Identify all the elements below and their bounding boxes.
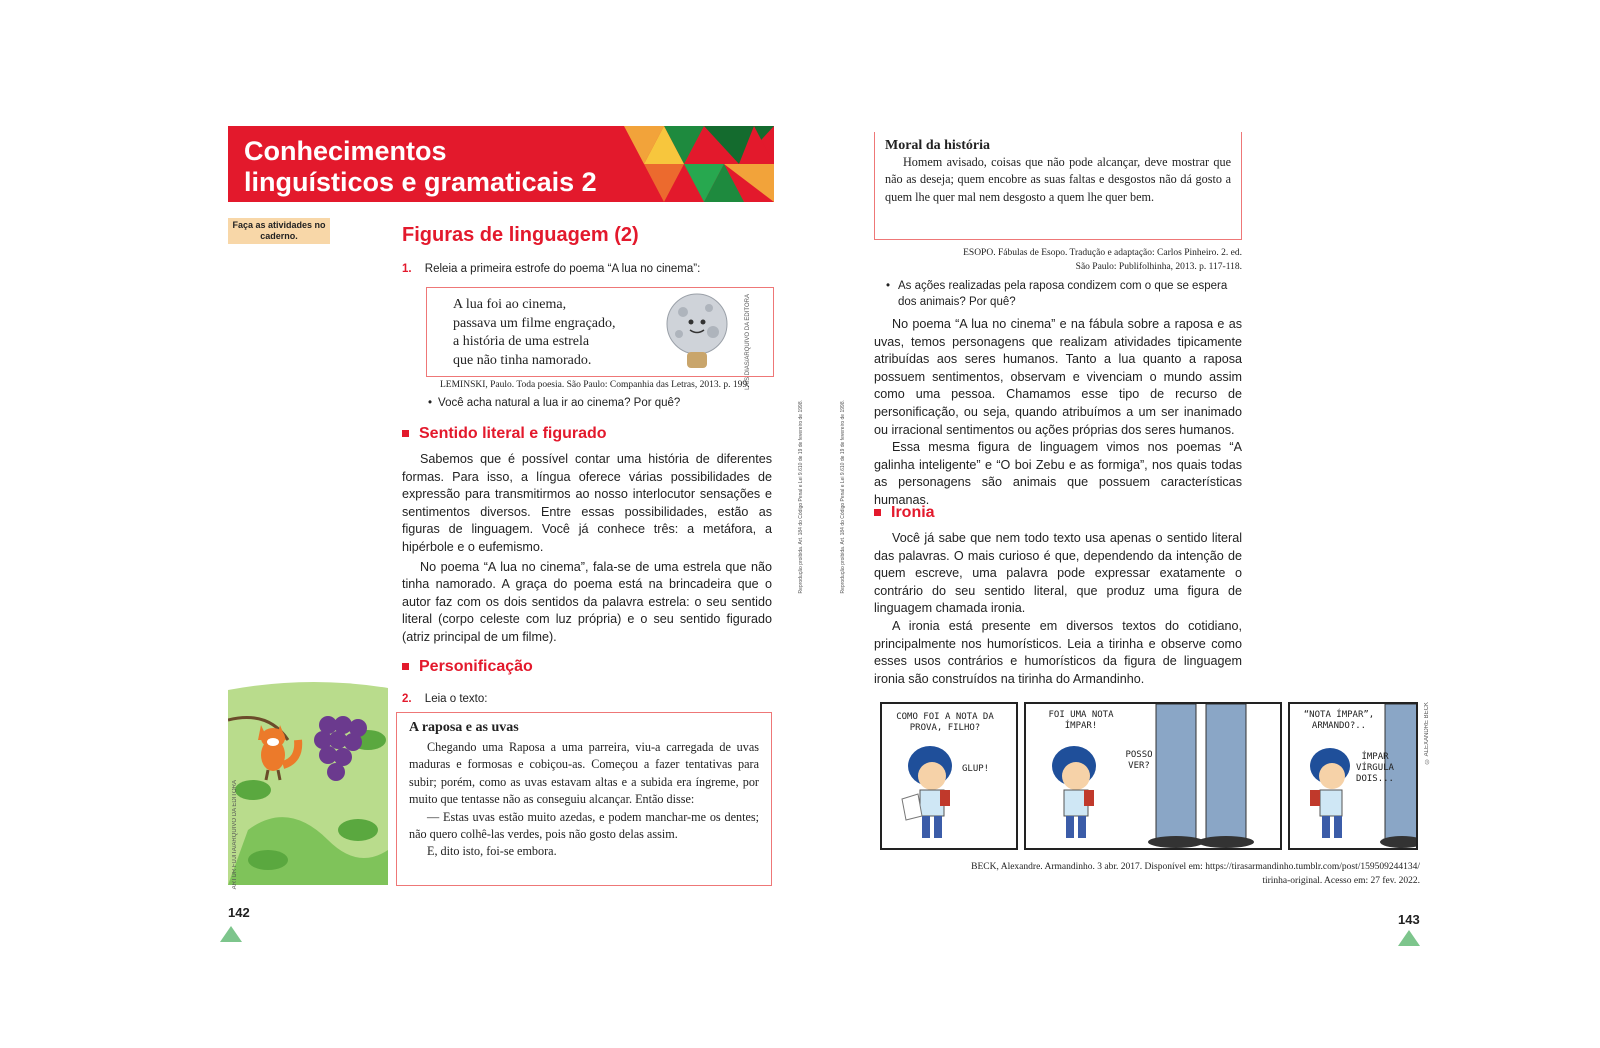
bullet-text: Você acha natural a lua ir ao cinema? Por quê? (438, 397, 681, 409)
bullet-dot: • (428, 397, 433, 409)
bullet-text: As ações realizadas pela raposa condizem com o que se espera dos animais? Por quê? (898, 280, 1228, 308)
speech-bubble: FOI UMA NOTA ÍMPAR! (1048, 710, 1114, 731)
subsection-literal (402, 425, 607, 443)
subsection-title: Ironia (891, 504, 935, 521)
copyright-notice: Reprodução proibida. Art. 184 do Código Penal e Lei 9.610 de 19 de fevereiro de 1998. (798, 400, 804, 594)
poem-line: a história de uma estrela (453, 334, 590, 349)
illustration-credit: ARTUR FUJITA/ARQUIVO DA EDITORA (232, 780, 238, 890)
page-corner-triangle-icon (220, 926, 242, 942)
speech-bubble: COMO FOI A NOTA DA PROVA, FILHO? (896, 712, 994, 733)
personification-bullet (886, 278, 1242, 310)
page-corner-triangle-icon (1398, 930, 1420, 946)
fable-box (396, 712, 772, 886)
paragraph: Essa mesma figura de linguagem vimos nos poemas “A galinha inteligente” e “O boi Zebu e as formiga”, nos quais todas as personagens são animais que possuem características humanas. (874, 440, 1242, 507)
question-2 (402, 693, 487, 705)
moon-illustration (657, 290, 737, 374)
poem-line: A lua foi ao cinema, (453, 297, 567, 312)
armandinho-character (882, 704, 1018, 850)
question-1 (402, 263, 700, 275)
comic-credit: © ALEXANDRE BECK (1424, 702, 1430, 764)
question-number: 1. (402, 263, 412, 275)
moral-text: Homem avisado, coisas que não pode alcançar, deve mostrar que não as deseja; quem encobre as suas faltas e desgostos não dá gosto a quem lhe quer mal nem desgosto a quem lhe quer bem. (885, 155, 1231, 204)
literal-text (402, 451, 772, 647)
question-number: 2. (402, 693, 412, 705)
section-marker-icon (402, 430, 409, 437)
illustration-credit: LAÍS DIAS/ARQUIVO DA EDITORA (745, 294, 751, 390)
section-marker-icon (402, 663, 409, 670)
page-number: 142 (228, 905, 250, 920)
comic-source (880, 860, 1420, 888)
paragraph: A ironia está presente em diversos textos do cotidiano, principalmente nos humorísticos. Leia a tirinha e observe como esses usos contrários e humorísticos da figura de linguagem ironia são construídos na tirinha do Armandinho. (874, 618, 1242, 686)
speech-bubble: GLUP! (962, 764, 990, 774)
poem-line: que não tinha namorado. (453, 352, 592, 368)
question-text: Leia o texto: (424, 693, 488, 705)
fox-and-grapes-illustration (228, 680, 388, 885)
subsection-personification (402, 658, 533, 676)
personification-text (874, 316, 1242, 510)
comic-panel-3 (1288, 702, 1418, 850)
paragraph: Você já sabe que nem todo texto usa apenas o sentido literal das palavras. O mais curioso é que, dependendo da intenção de quem escreve, uma palavra pode expressar exatamente o contrário do seu sentido literal, que produz uma figura de linguagem chamada ironia. (874, 531, 1242, 616)
activity-hint-badge: Faça as atividades no caderno. (228, 218, 330, 244)
poem-line: passava um filme engraçado, (453, 315, 616, 331)
question-text: Releia a primeira estrofe do poema “A lua no cinema”: (424, 263, 701, 275)
moral-source (874, 246, 1242, 274)
subsection-irony (874, 504, 935, 522)
section-marker-icon (874, 509, 881, 516)
fable-paragraph: Chegando uma Raposa a uma parreira, viu-a carregada de uvas maduras e formosas e cobiçou-as. Começou a fazer tentativas para subir; porém, como as uvas estavam altas e a subida era íngreme, por muito que tentasse não as conseguiu alcançar. Então disse: (409, 740, 759, 807)
irony-text (874, 530, 1242, 688)
chapter-banner (228, 126, 774, 202)
source-line: BECK, Alexandre. Armandinho. 3 abr. 2017. Disponível em: https://tirasarmandinho.tumblr.com/post/159509244134/ (971, 862, 1420, 872)
fable-paragraph: — Estas uvas estão muito azedas, e podem manchar-me os dentes; não quero colhê-las verdes, pois não gosto delas assim. (409, 809, 759, 842)
subsection-title: Personificação (419, 658, 533, 675)
fable-title: A raposa e as uvas (409, 720, 519, 735)
section-title: Figuras de linguagem (2) (402, 224, 639, 246)
banner-title-line2: linguísticos e gramaticais 2 (244, 167, 597, 197)
comic-strip (880, 702, 1420, 852)
moral-box (874, 132, 1242, 240)
bullet-dot: • (886, 280, 891, 292)
source-line: tirinha-original. Acesso em: 27 fev. 2022. (1262, 876, 1420, 886)
paragraph: Sabemos que é possível contar uma história de diferentes formas. Para isso, a língua oferece várias possibilidades de expressão para transmitirmos ao nosso interlocutor sensações e sentimentos diversos. Entre essas possibilidades, estão as figuras de linguagem. Você já conhece três: a metáfora, a hipérbole e o eufemismo. (402, 452, 772, 554)
moral-title: Moral da história (885, 138, 990, 153)
banner-triangles-decoration (624, 126, 774, 202)
fable-paragraph: E, dito isto, foi-se embora. (427, 844, 557, 859)
poem-source: LEMINSKI, Paulo. Toda poesia. São Paulo: Companhia das Letras, 2013. p. 199. (440, 380, 750, 390)
copyright-notice: Reprodução proibida. Art. 184 do Código Penal e Lei 9.610 de 19 de fevereiro de 1998. (840, 400, 846, 594)
comic-panel-1 (880, 702, 1018, 850)
question-1-bullet (428, 397, 680, 409)
source-line: São Paulo: Publifolhinha, 2013. p. 117-118. (1075, 262, 1242, 272)
speech-bubble: POSSO VER? (1125, 750, 1153, 771)
speech-bubble: “NOTA ÍMPAR”, ARMANDO?.. (1303, 710, 1375, 731)
page-number: 143 (1398, 912, 1420, 927)
comic-panel-2 (1024, 702, 1282, 850)
subsection-title: Sentido literal e figurado (419, 425, 607, 442)
paragraph: No poema “A lua no cinema” e na fábula sobre a raposa e as uvas, temos personagens que realizam atividades tipicamente atribuídas aos seres humanos. Tanto a lua quanto a raposa possuem sentimentos, observam e vivenciam o mundo assim como uma pessoa. Chamamos esse tipo de recurso de personificação, ou seja, quando atribuímos a um ser inanimado ou irracional sentimentos ou ações próprias dos seres humanos. (874, 317, 1242, 437)
source-line: ESOPO. Fábulas de Esopo. Tradução e adaptação: Carlos Pinheiro. 2. ed. (963, 248, 1242, 258)
speech-bubble: ÍMPAR VÍRGULA DOIS... (1356, 752, 1394, 784)
paragraph: No poema “A lua no cinema”, fala-se de uma estrela que não tinha namorado. A graça do poema está na brincadeira que o autor faz com os dois sentidos da palavra estrela: o seu sentido literal (corpo celeste com luz própria) e o seu sentido figurado (atriz principal de um filme). (402, 559, 772, 644)
banner-title-line1: Conhecimentos (244, 136, 447, 166)
